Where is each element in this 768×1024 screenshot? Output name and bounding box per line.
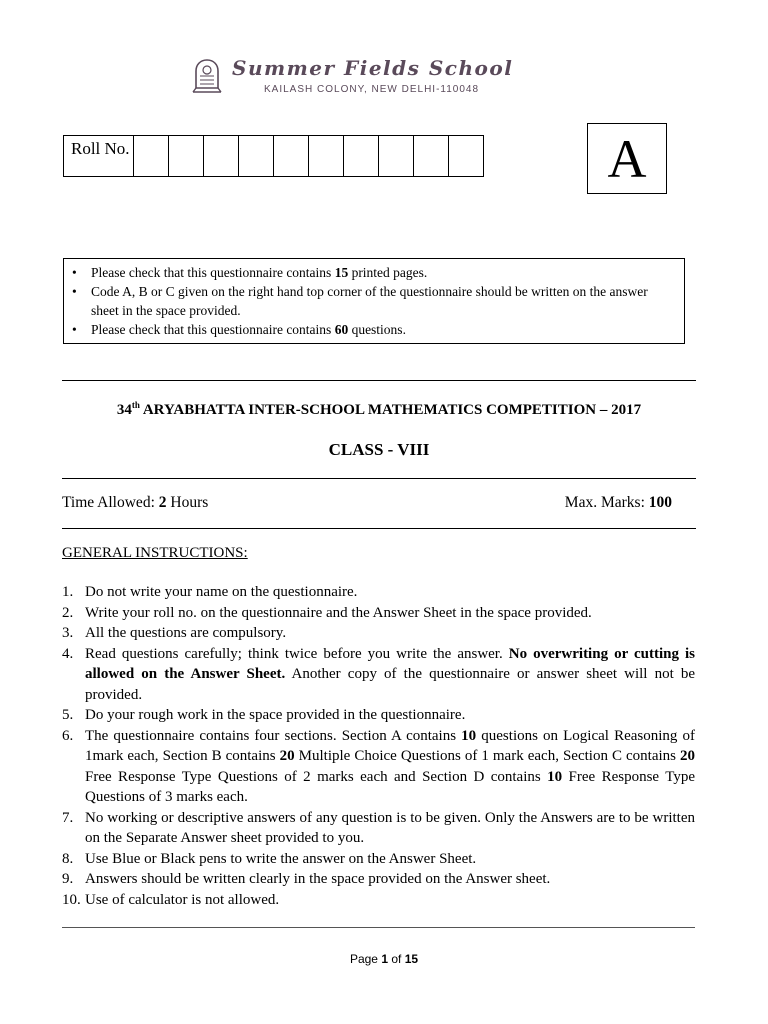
divider <box>62 380 696 381</box>
roll-digit-box[interactable] <box>309 136 344 177</box>
instruction-number: 7. <box>62 809 74 826</box>
instruction-text: All the questions are compulsory. <box>85 625 287 641</box>
class-title: CLASS - VIII <box>328 440 430 459</box>
bottom-rule <box>62 927 695 928</box>
instruction-text: Read questions carefully; think twice before you write the answer. No overwriting or cutting is allowed on the Answer Sheet. Another copy of the questionnaire or answer sheet will not be provided. <box>85 645 695 703</box>
instruction-number: 8. <box>62 850 74 867</box>
roll-digit-box[interactable] <box>169 136 204 177</box>
instruction-number: 1. <box>62 584 74 600</box>
instruction-text: Answers should be written clearly in the space provided on the Answer sheet. <box>85 871 551 887</box>
competition-title: 34th ARYABHATTA INTER-SCHOOL MATHEMATICS COMPETITION – 2017 <box>116 400 642 418</box>
instruction-item <box>62 623 695 644</box>
roll-digit-box[interactable] <box>379 136 414 177</box>
divider <box>62 478 696 479</box>
instruction-number: 5. <box>62 707 74 723</box>
instruction-text: No working or descriptive answers of any question is to be given. Only the Answers are to be written on the Separate Answer sheet provided to you. <box>85 809 695 846</box>
roll-digit-box[interactable] <box>239 136 274 177</box>
instruction-item <box>62 869 695 890</box>
divider <box>62 528 696 529</box>
instruction-number: 10. <box>62 891 81 908</box>
instruction-number: 9. <box>62 871 74 887</box>
note-item: • Please check that this questionnaire contains 15 printed pages. <box>72 263 670 282</box>
instruction-number: 2. <box>62 604 74 621</box>
school-name: Summer Fields School <box>232 56 514 80</box>
notes-box <box>63 258 685 344</box>
instruction-number: 4. <box>62 645 74 662</box>
instruction-number: 3. <box>62 625 74 641</box>
instruction-text: Use Blue or Black pens to write the answer on the Answer Sheet. <box>85 850 477 867</box>
instruction-item <box>62 644 695 706</box>
instruction-text: Write your roll no. on the questionnaire and the Answer Sheet in the space provided. <box>85 604 592 621</box>
instruction-item <box>62 582 695 603</box>
roll-digit-box[interactable] <box>204 136 239 177</box>
instruction-number: 6. <box>62 727 74 744</box>
instruction-item <box>62 808 695 849</box>
instruction-text: Do your rough work in the space provided in the questionnaire. <box>85 707 466 723</box>
roll-number-label: Roll No. <box>64 136 134 177</box>
note-item: • Please check that this questionnaire contains 60 questions. <box>72 320 670 339</box>
instruction-item <box>62 849 695 870</box>
questionnaire-code: A <box>587 123 667 194</box>
instruction-text: Do not write your name on the questionnaire. <box>85 584 358 600</box>
roll-digit-box[interactable] <box>274 136 309 177</box>
instruction-text: The questionnaire contains four sections. Section A contains 10 questions on Logical Reasoning of 1mark each, Section B contains 20 Multiple Choice Questions of 1 mark each, Section C contains 20 Free Response Type Questions of 2 marks each and Section D contains 10 Free Response Type Questions of 3 marks each. <box>85 727 695 805</box>
roll-digit-box[interactable] <box>414 136 449 177</box>
roll-digit-box[interactable] <box>344 136 379 177</box>
school-address: KAILASH COLONY, NEW DELHI-110048 <box>264 84 480 95</box>
page-number: Page 1 of 15 <box>349 952 419 966</box>
instruction-item <box>62 890 695 911</box>
instructions-list <box>62 582 695 910</box>
general-instructions-heading: GENERAL INSTRUCTIONS: <box>62 545 248 561</box>
instruction-item <box>62 726 695 808</box>
max-marks: Max. Marks: 100 <box>564 494 672 511</box>
instruction-item <box>62 705 695 726</box>
instruction-item <box>62 603 695 624</box>
instruction-text: Use of calculator is not allowed. <box>85 891 280 908</box>
roll-digit-box[interactable] <box>449 136 484 177</box>
school-emblem-icon <box>190 58 224 96</box>
time-allowed: Time Allowed: 2 Hours <box>62 494 209 511</box>
note-item: • Code A, B or C given on the right hand top corner of the questionnaire should be written on the answer sheet in the space provided. <box>72 282 670 320</box>
roll-digit-box[interactable] <box>134 136 169 177</box>
roll-number-table <box>63 135 484 177</box>
